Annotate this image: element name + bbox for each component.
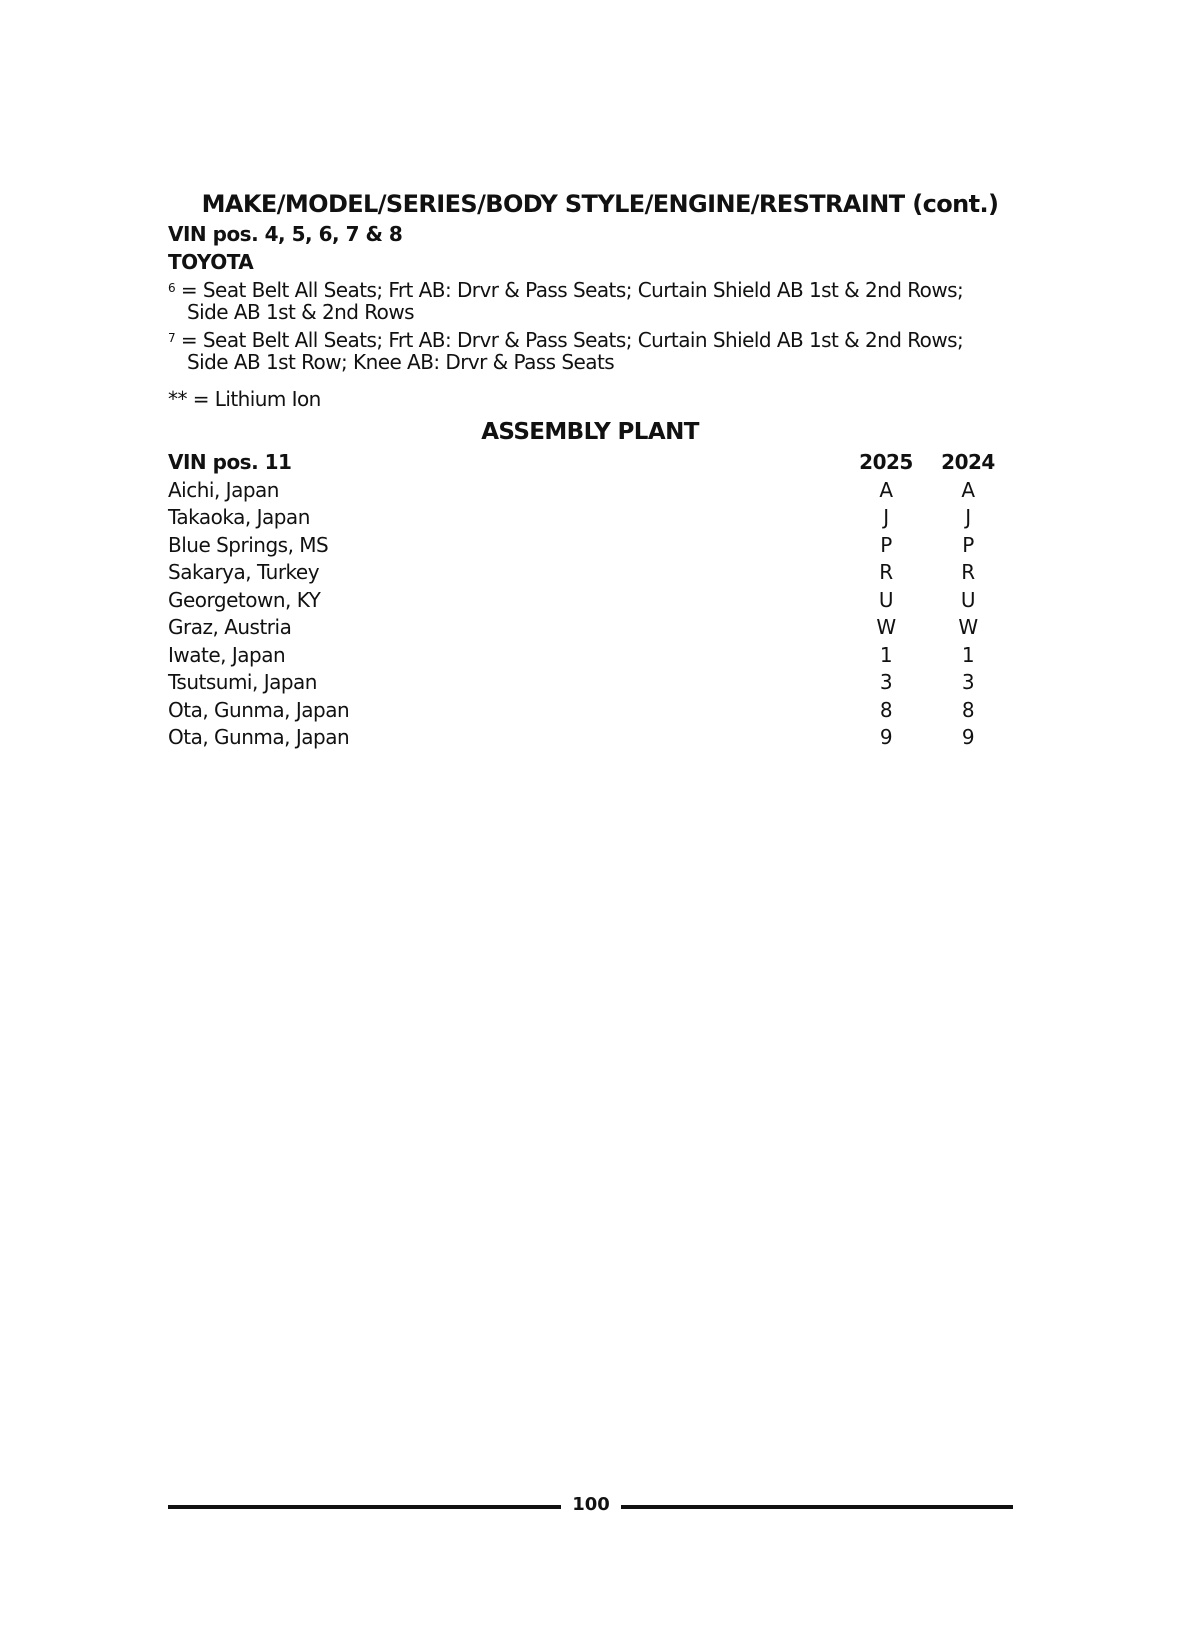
code-2025: 1: [879, 642, 893, 667]
footnote-7: [168, 329, 968, 373]
table-row: [168, 560, 1008, 588]
code-2024: 9: [961, 725, 975, 749]
code-2025: U: [878, 587, 894, 612]
table-header: [168, 450, 1008, 478]
plant-location: Sakarya, Turkey: [168, 560, 320, 584]
page-number: 100: [572, 1494, 610, 1515]
column-header-2025: 2025: [859, 450, 913, 474]
footnote-7-line2: Side AB 1st Row; Knee AB: Drvr & Pass Seats: [187, 350, 615, 374]
footnote-7-text: = Seat Belt All Seats; Frt AB: Drvr & Pass Seats; Curtain Shield AB 1st & 2nd Rows;: [175, 328, 964, 352]
footnote-7-mark: 7: [168, 331, 176, 345]
code-2024: U: [960, 587, 976, 612]
code-2024: A: [961, 477, 975, 502]
footnote-6-line2: Side AB 1st & 2nd Rows: [187, 300, 415, 324]
table-row: [168, 533, 1008, 561]
table-row: [168, 643, 1008, 671]
plant-location: Georgetown, KY: [168, 587, 321, 612]
code-2024: 1: [961, 642, 975, 667]
footnote-6-mark: 6: [168, 281, 176, 295]
assembly-plant-table: [168, 450, 1008, 753]
code-2024: 3: [961, 670, 975, 694]
table-row: [168, 670, 1008, 698]
plant-location: Ota, Gunma, Japan: [168, 697, 350, 722]
footnote-6-line1: [168, 279, 968, 301]
plant-location: Graz, Austria: [168, 615, 292, 639]
vin-positions-label: VIN pos. 4, 5, 6, 7 & 8: [168, 222, 403, 246]
code-2024: R: [961, 560, 975, 584]
table-row: [168, 698, 1008, 726]
plant-location: Takaoka, Japan: [168, 505, 310, 529]
code-2024: 8: [961, 697, 975, 722]
column-header-2024: 2024: [941, 450, 995, 474]
footer-rule-right: [621, 1505, 1013, 1509]
code-2025: A: [879, 477, 893, 502]
footnote-7-line1: [168, 329, 968, 351]
code-2024: J: [965, 505, 971, 529]
table-row: [168, 615, 1008, 643]
code-2025: P: [880, 532, 892, 557]
table-row: [168, 725, 1008, 753]
table-row: [168, 588, 1008, 616]
make-label: TOYOTA: [168, 250, 254, 274]
code-2025: W: [876, 615, 896, 639]
plant-location: Iwate, Japan: [168, 642, 286, 667]
plant-location: Blue Springs, MS: [168, 532, 329, 557]
assembly-plant-title: ASSEMBLY PLANT: [481, 419, 699, 445]
plant-location: Aichi, Japan: [168, 477, 279, 502]
code-2024: P: [962, 532, 974, 557]
table-row: [168, 478, 1008, 506]
footnote-6-text: = Seat Belt All Seats; Frt AB: Drvr & Pass Seats; Curtain Shield AB 1st & 2nd Rows;: [175, 278, 964, 302]
code-2025: 8: [879, 697, 893, 722]
footnote-6: [168, 279, 968, 323]
table-row: [168, 505, 1008, 533]
battery-note: ** = Lithium Ion: [168, 387, 321, 411]
code-2024: W: [958, 615, 978, 639]
code-2025: J: [883, 505, 889, 529]
plant-location: Ota, Gunma, Japan: [168, 725, 350, 749]
footer-rule-left: [168, 1505, 561, 1509]
code-2025: 9: [879, 725, 893, 749]
column-header-vin-pos: VIN pos. 11: [168, 450, 292, 474]
section-title: MAKE/MODEL/SERIES/BODY STYLE/ENGINE/RESTRAINT (cont.): [201, 190, 999, 218]
code-2025: R: [879, 560, 893, 584]
code-2025: 3: [879, 670, 893, 694]
plant-location: Tsutsumi, Japan: [168, 670, 317, 694]
